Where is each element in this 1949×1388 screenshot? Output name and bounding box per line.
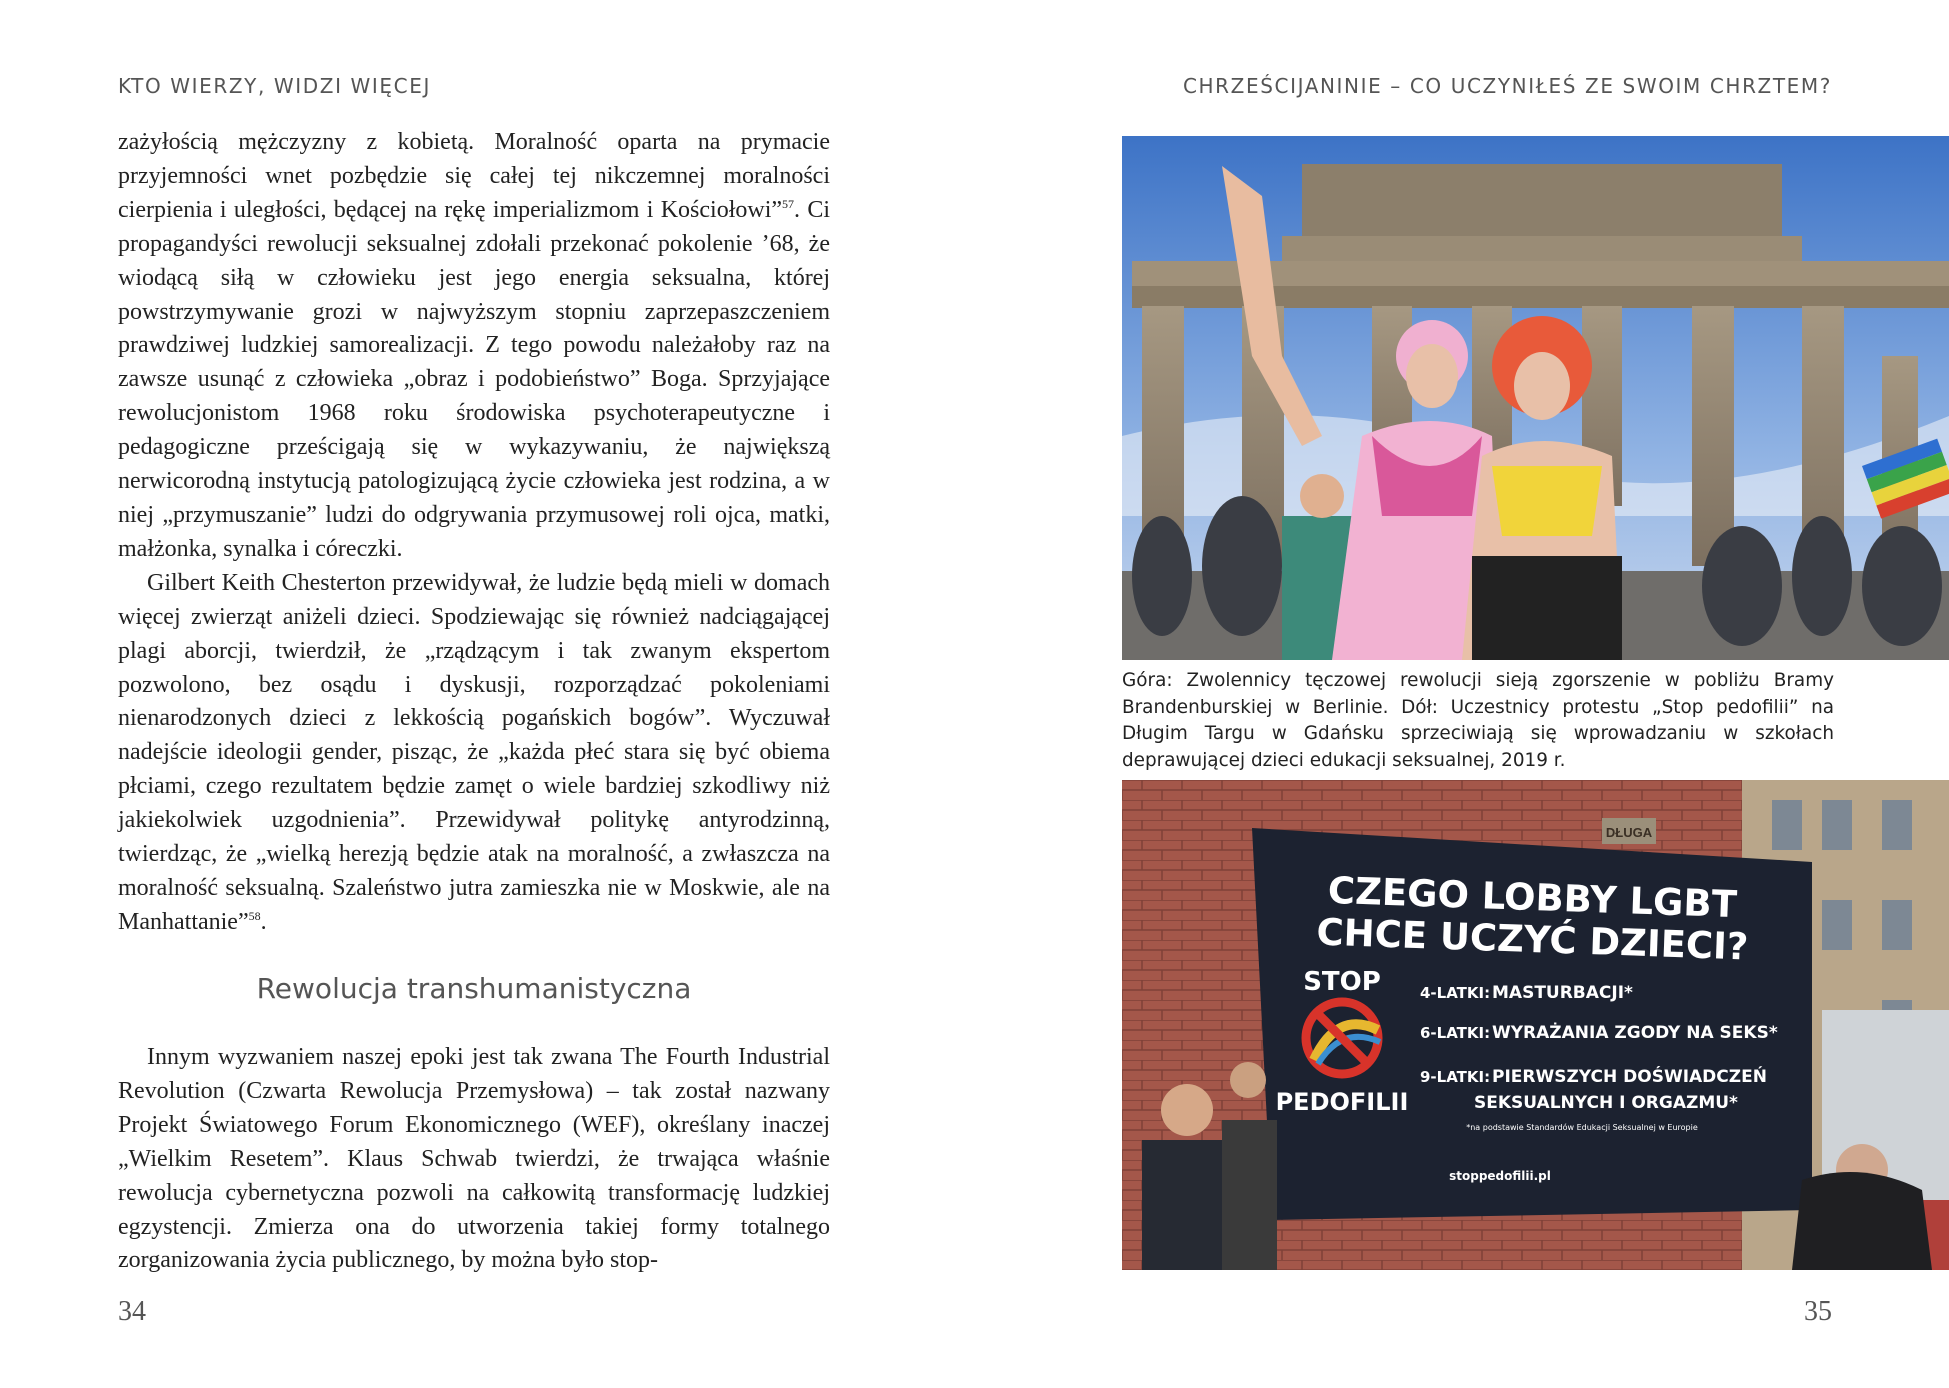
banner-age-1: 4-LATKI:	[1420, 984, 1491, 1002]
banner-age-2: 6-LATKI:	[1420, 1024, 1491, 1042]
paragraph: Innym wyzwaniem naszej epoki jest tak zwana The Fourth Industrial Revolution (Czwarta Rewolucja Przemysłowa) – tak został nazwany Projekt Światowego Forum Ekonomicznego (WEF), określany inaczej „Wielkim Resetem”. Klaus Schwab twierdzi, że trwająca właśnie rewolucja cybernetyczna pozwoli na całkowitą transformację ludzkiej egzystencji. Zmierza ona do utworzenia takiej formy totalnego zorganizowania życia publicznego, by można było stop-	[118, 1044, 830, 1274]
wall-sign-text: DŁUGA	[1605, 825, 1653, 840]
photo-caption: Góra: Zwolennicy tęczowej rewolucji sieją zgorszenie w pobliżu Bramy Brandenburskiej w Berlinie. Dół: Uczestnicy protestu „Stop pedofilii” na Długim Targu w Gdańsku sprzeciwiają się wprowadzaniu w szkołach deprawującej dzieci edukacji seksualnej, 2019 r.	[1122, 670, 1834, 771]
protest-banner-illustration	[1122, 780, 1949, 1270]
banner-topic-1: MASTURBACJI*	[1492, 983, 1633, 1003]
banner-topic-2: WYRAŻANIA ZGODY NA SEKS*	[1492, 1023, 1778, 1043]
logo-top-text: STOP	[1303, 967, 1381, 997]
banner-age-3: 9-LATKI:	[1420, 1068, 1491, 1086]
right-page	[1020, 0, 1949, 1388]
section-body	[118, 1041, 830, 1278]
brandenburg-gate-illustration	[1122, 136, 1949, 660]
section-heading: Rewolucja transhumanistyczna	[256, 972, 692, 1005]
banner-topic-4: SEKSUALNYCH I ORGAZMU*	[1474, 1093, 1738, 1113]
paragraph-text: Gilbert Keith Chesterton przewidywał, że ludzie będą mieli w domach więcej zwierząt aniżeli dzieci. Spodziewając się również nadciągającej plagi aborcji, twierdził, że „rządzącym i tak zwanym ekspertom pozwolono, bez osądu i dyskusji, rozporządzać pokoleniami nienarodzonych dzieci z lekkością pogańskich bogów”. Wyczuwał nadejście ideologii gender, pisząc, że „każda płeć stara się być obiema płciami, czego rezultatem będzie zamęt o wiele bardziej szkodliwy niż jakiekolwiek uzgodnienia”. Przewidywał politykę antyrodzinną, twierdząc, że „wielką herezją będzie atak na moralność, a zwłaszcza na moralność seksualną. Szaleństwo jutra zamieszka nie w Moskwie, ale na Manhattanie”	[118, 569, 830, 935]
photo-brandenburg-gate	[1122, 136, 1949, 660]
page-number-right: 35	[1804, 1296, 1832, 1327]
running-head-right: CHRZEŚCIJANINIE – CO UCZYNIŁEŚ ZE SWOIM CHRZTEM?	[1182, 74, 1832, 98]
paragraph	[118, 126, 830, 567]
paragraph-text-after: . Ci propagandyści rewolucji seksualnej zdołali przekonać pokolenie ’68, że wiodącą siłą w człowieku jest jego energia seksualna, której powstrzymywanie grozi w najwyższym stopniu zaprzepaszczeniem prawdziwej ludzkiej samorealizacji. Z tego powodu należałoby raz na zawsze usunąć z człowieka „obraz i podobieństwo” Boga. Sprzyjające rewolucjonistom 1968 roku środowiska psychoterapeutyczne i pedagogiczne prześcigają się w wykazywaniu, że największą nerwicorodną instytucją patologizującą życie człowieka jest rodzina, a w niej „przymuszanie” ludzi do odgrywania przymusowej roli ojca, matki, małżonka, synalka i córeczki.	[118, 196, 830, 562]
footnote-ref[interactable]: 58	[248, 908, 261, 923]
banner-topic-3: PIERWSZYCH DOŚWIADCZEŃ	[1492, 1067, 1767, 1087]
paragraph-text-after: .	[260, 908, 267, 935]
running-head-left: KTO WIERZY, WIDZI WIĘCEJ	[118, 74, 431, 98]
paragraph	[118, 567, 830, 940]
banner-url: stoppedofilii.pl	[1449, 1169, 1551, 1183]
banner-footnote: *na podstawie Standardów Edukacji Seksualnej w Europie	[1466, 1123, 1698, 1132]
logo-bottom-text: PEDOFILII	[1275, 1088, 1409, 1116]
paragraph-text: zażyłością mężczyzny z kobietą. Moralność oparta na prymacie przyjemności wnet pozbędzie się całej tej nikczemnej moralności cierpienia i uległości, będącej na rękę imperializmom i Kościołowi”	[118, 129, 830, 223]
footnote-ref[interactable]: 57	[782, 196, 795, 211]
photo-protest-banner	[1122, 780, 1949, 1270]
banner-headline-1: CZEGO LOBBY LGBT	[1327, 868, 1738, 927]
body-text	[118, 126, 830, 940]
banner-headline-2: CHCE UCZYĆ DZIECI?	[1315, 910, 1750, 969]
page-number-left: 34	[118, 1296, 146, 1327]
